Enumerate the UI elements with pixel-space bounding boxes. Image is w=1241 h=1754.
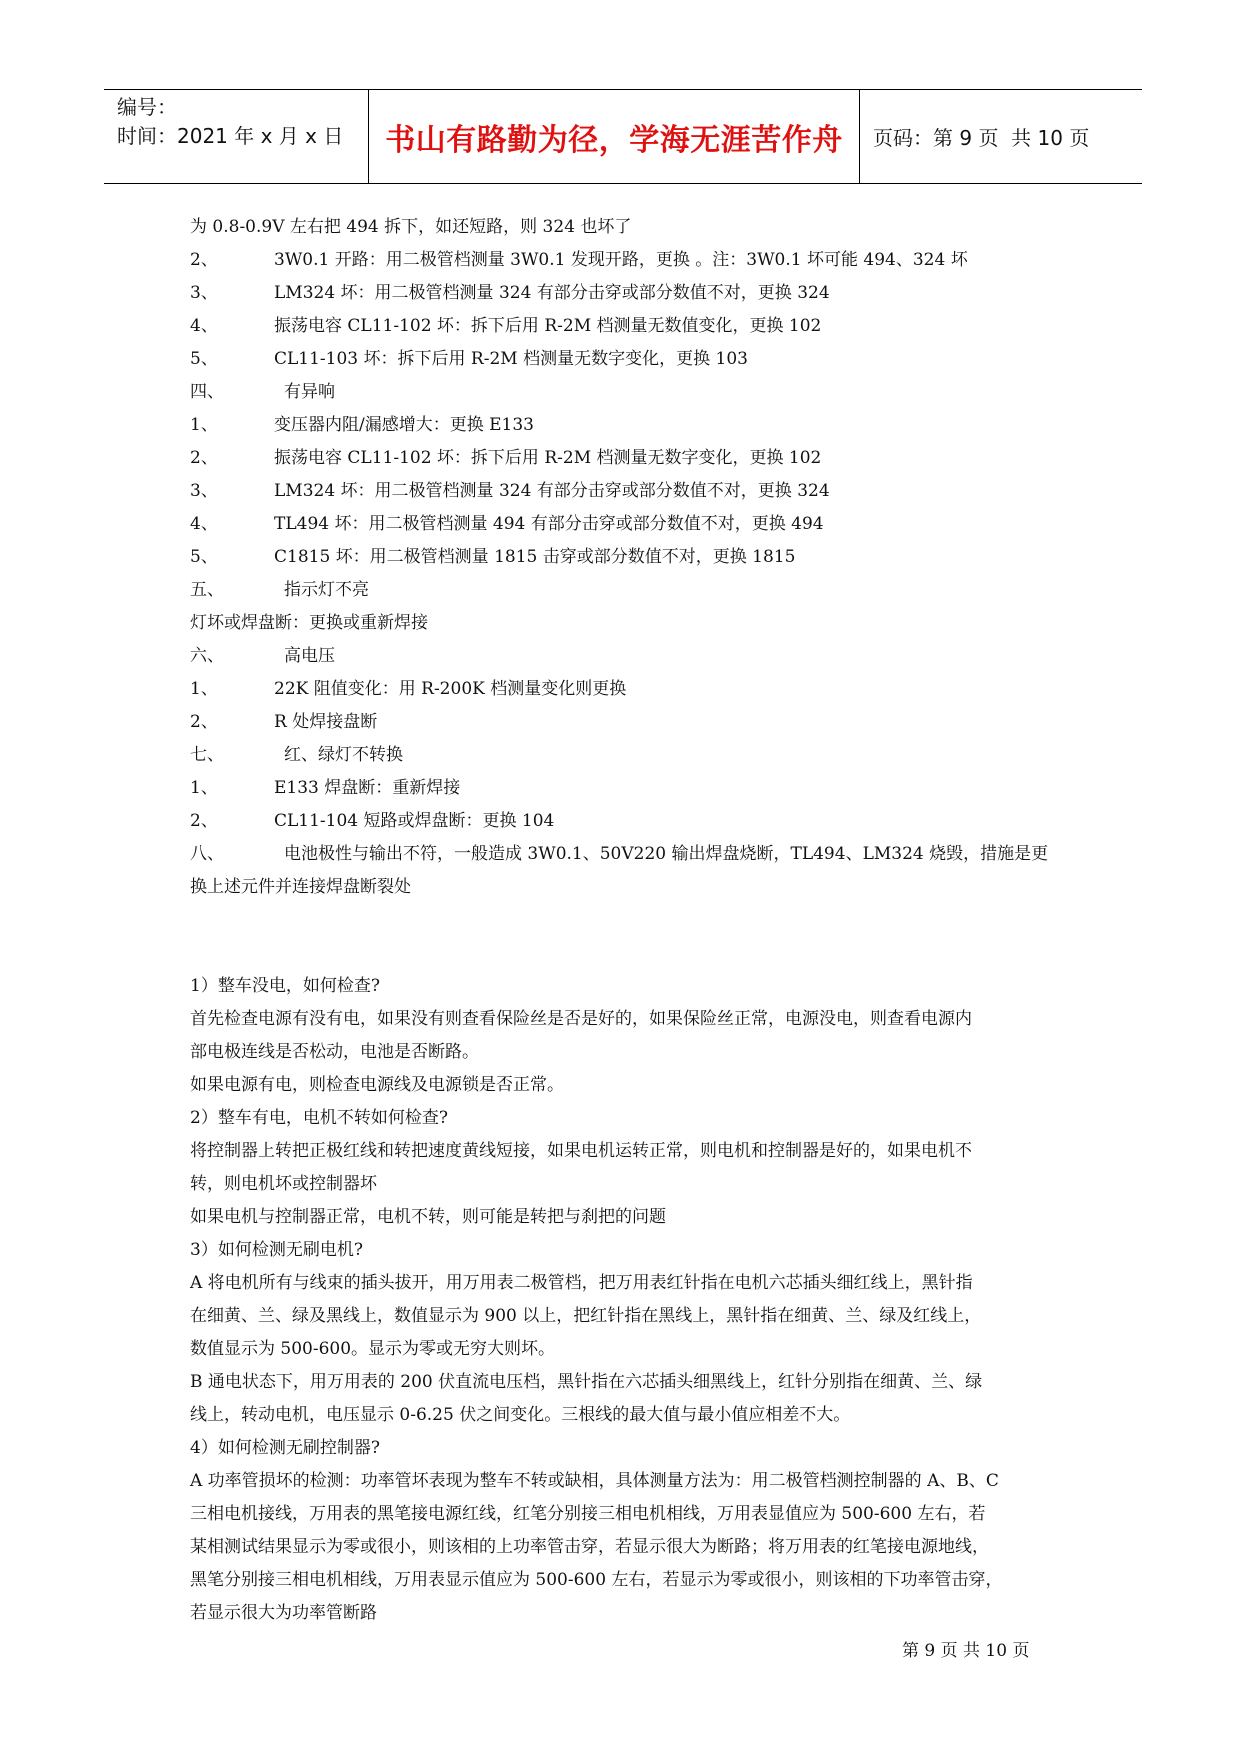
- document-body: [190, 211, 1070, 1630]
- section-number: 四、: [190, 382, 224, 402]
- list-item: [190, 739, 1070, 772]
- paragraph-line: 若显示很大为功率管断路: [190, 1603, 377, 1623]
- list-item: [190, 541, 1070, 574]
- item-text: C1815 坏：用二极管档测量 1815 击穿或部分数值不对，更换 1815: [274, 547, 796, 567]
- item-number: 5、: [190, 349, 218, 369]
- item-text: LM324 坏：用二极管档测量 324 有部分击穿或部分数值不对，更换 324: [274, 481, 830, 501]
- paragraph-line: 某相测试结果显示为零或很小，则该相的上功率管击穿，若显示很大为断路；将万用表的红笔接电源地线，: [190, 1537, 989, 1557]
- item-text: 振荡电容 CL11-102 坏：拆下后用 R-2M 档测量无数值变化，更换 102: [274, 316, 822, 336]
- list-item: [190, 673, 1070, 706]
- paragraph-line: 部电极连线是否松动，电池是否断路。: [190, 1042, 479, 1062]
- page-footer: 第 9 页 共 10 页: [902, 1641, 1030, 1661]
- list-item: [190, 211, 1070, 244]
- troubleshooting-list: [190, 211, 1070, 904]
- item-number: 5、: [190, 547, 218, 567]
- document-number-label: 编号：: [117, 95, 177, 119]
- item-text: E133 焊盘断：重新焊接: [274, 778, 461, 798]
- paragraph-line: 如果电机与控制器正常，电机不转，则可能是转把与刹把的问题: [190, 1207, 666, 1227]
- item-text: TL494 坏：用二极管档测量 494 有部分击穿或部分数值不对，更换 494: [274, 514, 824, 534]
- list-item: [190, 772, 1070, 805]
- list-item: [190, 376, 1070, 409]
- list-item: [190, 574, 1070, 607]
- paragraph-line: 线上，转动电机，电压显示 0-6.25 伏之间变化。三根线的最大值与最小值应相差不大。: [190, 1405, 851, 1425]
- page-header: [104, 89, 1142, 184]
- list-item: [190, 277, 1070, 310]
- section-number: 五、: [190, 580, 224, 600]
- header-page-info: 页码：第 9 页 共 10 页: [873, 126, 1090, 150]
- item-text: 22K 阻值变化：用 R-200K 档测量变化则更换: [274, 679, 627, 699]
- paragraph-line: 黑笔分别接三相电机相线，万用表显示值应为 500-600 左右，若显示为零或很小，则该相的下功率管击穿，: [190, 1570, 1003, 1590]
- header-page-info-cell: [860, 90, 1142, 183]
- item-text: CL11-103 坏：拆下后用 R-2M 档测量无数字变化，更换 103: [274, 349, 748, 369]
- list-item: [190, 343, 1070, 376]
- item-text: 变压器内阻/漏感增大：更换 E133: [274, 415, 534, 435]
- paragraph-line: 数值显示为 500-600。显示为零或无穷大则坏。: [190, 1339, 556, 1359]
- item-number: 2、: [190, 712, 218, 732]
- item-text: 灯坏或焊盘断：更换或重新焊接: [190, 613, 428, 633]
- section-number: 六、: [190, 646, 224, 666]
- paragraph-line: 3）如何检测无刷电机?: [190, 1240, 363, 1260]
- item-number: 2、: [190, 448, 218, 468]
- item-number: 1、: [190, 679, 218, 699]
- item-text: 高电压: [284, 646, 335, 666]
- section-number: 七、: [190, 745, 224, 765]
- list-item: [190, 475, 1070, 508]
- list-item: [190, 805, 1070, 838]
- paragraph-line: A 功率管损坏的检测：功率管坏表现为整车不转或缺相，具体测量方法为：用二极管档测控制器的 A、B、C: [190, 1471, 999, 1491]
- item-text: LM324 坏：用二极管档测量 324 有部分击穿或部分数值不对，更换 324: [274, 283, 830, 303]
- item-number: 4、: [190, 316, 218, 336]
- paragraph-line: 将控制器上转把正极红线和转把速度黄线短接，如果电机运转正常，则电机和控制器是好的，如果电机不: [190, 1141, 972, 1161]
- item-text: 振荡电容 CL11-102 坏：拆下后用 R-2M 档测量无数字变化，更换 102: [274, 448, 822, 468]
- list-item: [190, 310, 1070, 343]
- faq-section: [190, 970, 1070, 1630]
- section-number: 八、: [190, 844, 224, 864]
- paragraph-line: A 将电机所有与线束的插头拔开，用万用表二极管档，把万用表红针指在电机六芯插头细红线上，黑针指: [190, 1273, 973, 1293]
- item-text: 有异响: [284, 382, 335, 402]
- item-text: 换上述元件并连接焊盘断裂处: [190, 877, 411, 897]
- item-number: 2、: [190, 250, 218, 270]
- item-text: 3W0.1 开路：用二极管档测量 3W0.1 发现开路，更换 。注：3W0.1 坏可能 494、324 坏: [274, 250, 968, 270]
- list-item: [190, 244, 1070, 277]
- item-number: 3、: [190, 481, 218, 501]
- item-number: 3、: [190, 283, 218, 303]
- list-item: [190, 409, 1070, 442]
- paragraph-line: B 通电状态下，用万用表的 200 伏直流电压档，黑针指在六芯插头细黑线上，红针分别指在细黄、兰、绿: [190, 1372, 983, 1392]
- list-item: [190, 442, 1070, 475]
- paragraph-line: 在细黄、兰、绿及黑线上，数值显示为 900 以上，把红针指在黑线上，黑针指在细黄、兰、绿及红线上，: [190, 1306, 982, 1326]
- paragraph-line: 三相电机接线，万用表的黑笔接电源红线，红笔分别接三相电机相线，万用表显值应为 500-600 左右，若: [190, 1504, 986, 1524]
- paragraph-line: 4）如何检测无刷控制器?: [190, 1438, 380, 1458]
- list-item: [190, 706, 1070, 739]
- item-text: CL11-104 短路或焊盘断：更换 104: [274, 811, 555, 831]
- section-gap: [190, 904, 1070, 970]
- list-item: [190, 838, 1070, 871]
- item-number: 2、: [190, 811, 218, 831]
- item-number: 4、: [190, 514, 218, 534]
- list-item: [190, 871, 1070, 904]
- item-text: 电池极性与输出不符，一般造成 3W0.1、50V220 输出焊盘烧断，TL494、LM324 烧毁，措施是更: [284, 844, 1049, 864]
- paragraph-line: 1）整车没电，如何检查?: [190, 976, 380, 996]
- item-text: 指示灯不亮: [284, 580, 369, 600]
- item-number: 1、: [190, 415, 218, 435]
- paragraph-line: 2）整车有电，电机不转如何检查?: [190, 1108, 448, 1128]
- item-text: 为 0.8-0.9V 左右把 494 拆下，如还短路，则 324 也坏了: [190, 217, 632, 237]
- paragraph-line: 如果电源有电，则检查电源线及电源锁是否正常。: [190, 1075, 564, 1095]
- list-item: [190, 607, 1070, 640]
- document-time-label: 时间：2021 年 x 月 x 日: [117, 124, 344, 148]
- list-item: [190, 508, 1070, 541]
- paragraph-line: 首先检查电源有没有电，如果没有则查看保险丝是否是好的，如果保险丝正常，电源没电，则查看电源内: [190, 1009, 972, 1029]
- item-text: R 处焊接盘断: [274, 712, 378, 732]
- item-number: 1、: [190, 778, 218, 798]
- list-item: [190, 640, 1070, 673]
- header-left-cell: [104, 90, 369, 183]
- header-motto: 书山有路勤为径，学海无涯苦作舟: [369, 90, 860, 183]
- paragraph-line: 转，则电机坏或控制器坏: [190, 1174, 377, 1194]
- item-text: 红、绿灯不转换: [284, 745, 403, 765]
